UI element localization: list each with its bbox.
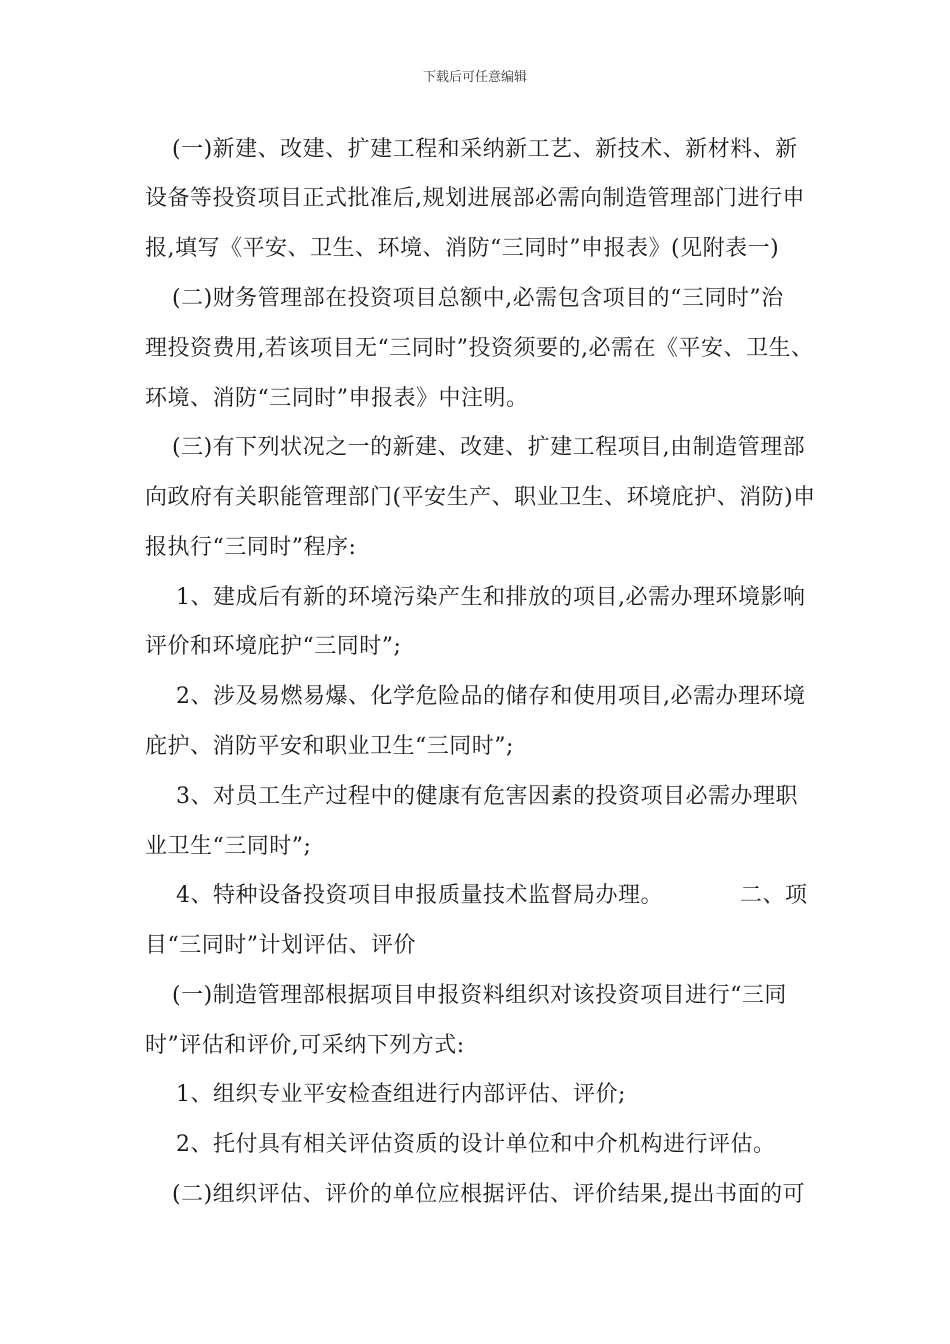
paragraph-line: 业卫生“三同时”; — [145, 834, 312, 859]
paragraph-line: 报执行“三同时”程序: — [145, 535, 357, 560]
paragraph-line: 2、托付具有相关评估资质的设计单位和中介机构进行评估。 — [176, 1132, 776, 1157]
paragraph-line: 理投资费用,若该项目无“三同时”投资须要的,必需在《平安、卫生、 — [145, 336, 814, 361]
paragraph-line: 庇护、消防平安和职业卫生“三同时”; — [145, 734, 514, 759]
paragraph-line: 2、涉及易燃易爆、化学危险品的储存和使用项目,必需办理环境 — [176, 684, 806, 709]
paragraph-line: 3、对员工生产过程中的健康有危害因素的投资项目必需办理职 — [176, 784, 798, 809]
page-header: 下载后可任意编辑 — [422, 70, 527, 85]
paragraph-line: (一)制造管理部根据项目申报资料组织对该投资项目进行“三同 — [172, 983, 787, 1008]
section-heading-start: 二、项 — [740, 883, 808, 908]
section-heading-end: 目“三同时”计划评估、评价 — [145, 933, 416, 958]
paragraph-line: 时”评估和评价,可采纳下列方式: — [145, 1033, 465, 1058]
paragraph-line: (三)有下列状况之一的新建、改建、扩建工程项目,由制造管理部 — [172, 435, 806, 460]
paragraph-line: 评价和环境庇护“三同时”; — [145, 634, 402, 659]
paragraph-line: 1、组织专业平安检查组进行内部评估、评价; — [176, 1082, 626, 1107]
paragraph-line: (二)组织评估、评价的单位应根据评估、评价结果,提出书面的可 — [172, 1182, 806, 1207]
paragraph-line: 向政府有关职能管理部门(平安生产、职业卫生、环境庇护、消防)申 — [145, 485, 816, 510]
paragraph-line: (二)财务管理部在投资项目总额中,必需包含项目的“三同时”治 — [172, 286, 784, 311]
paragraph-line: 1、建成后有新的环境污染产生和排放的项目,必需办理环境影响 — [176, 585, 806, 610]
paragraph-line: 报,填写《平安、卫生、环境、消防“三同时”申报表》(见附表一) — [145, 236, 780, 261]
paragraph-line: 环境、消防“三同时”申报表》中注明。 — [145, 386, 529, 411]
paragraph-line: 4、特种设备投资项目申报质量技术监督局办理。 — [176, 883, 663, 908]
paragraph-line: (一)新建、改建、扩建工程和采纳新工艺、新技术、新材料、新 — [172, 137, 798, 162]
paragraph-line: 设备等投资项目正式批准后,规划进展部必需向制造管理部门进行申 — [145, 186, 805, 211]
